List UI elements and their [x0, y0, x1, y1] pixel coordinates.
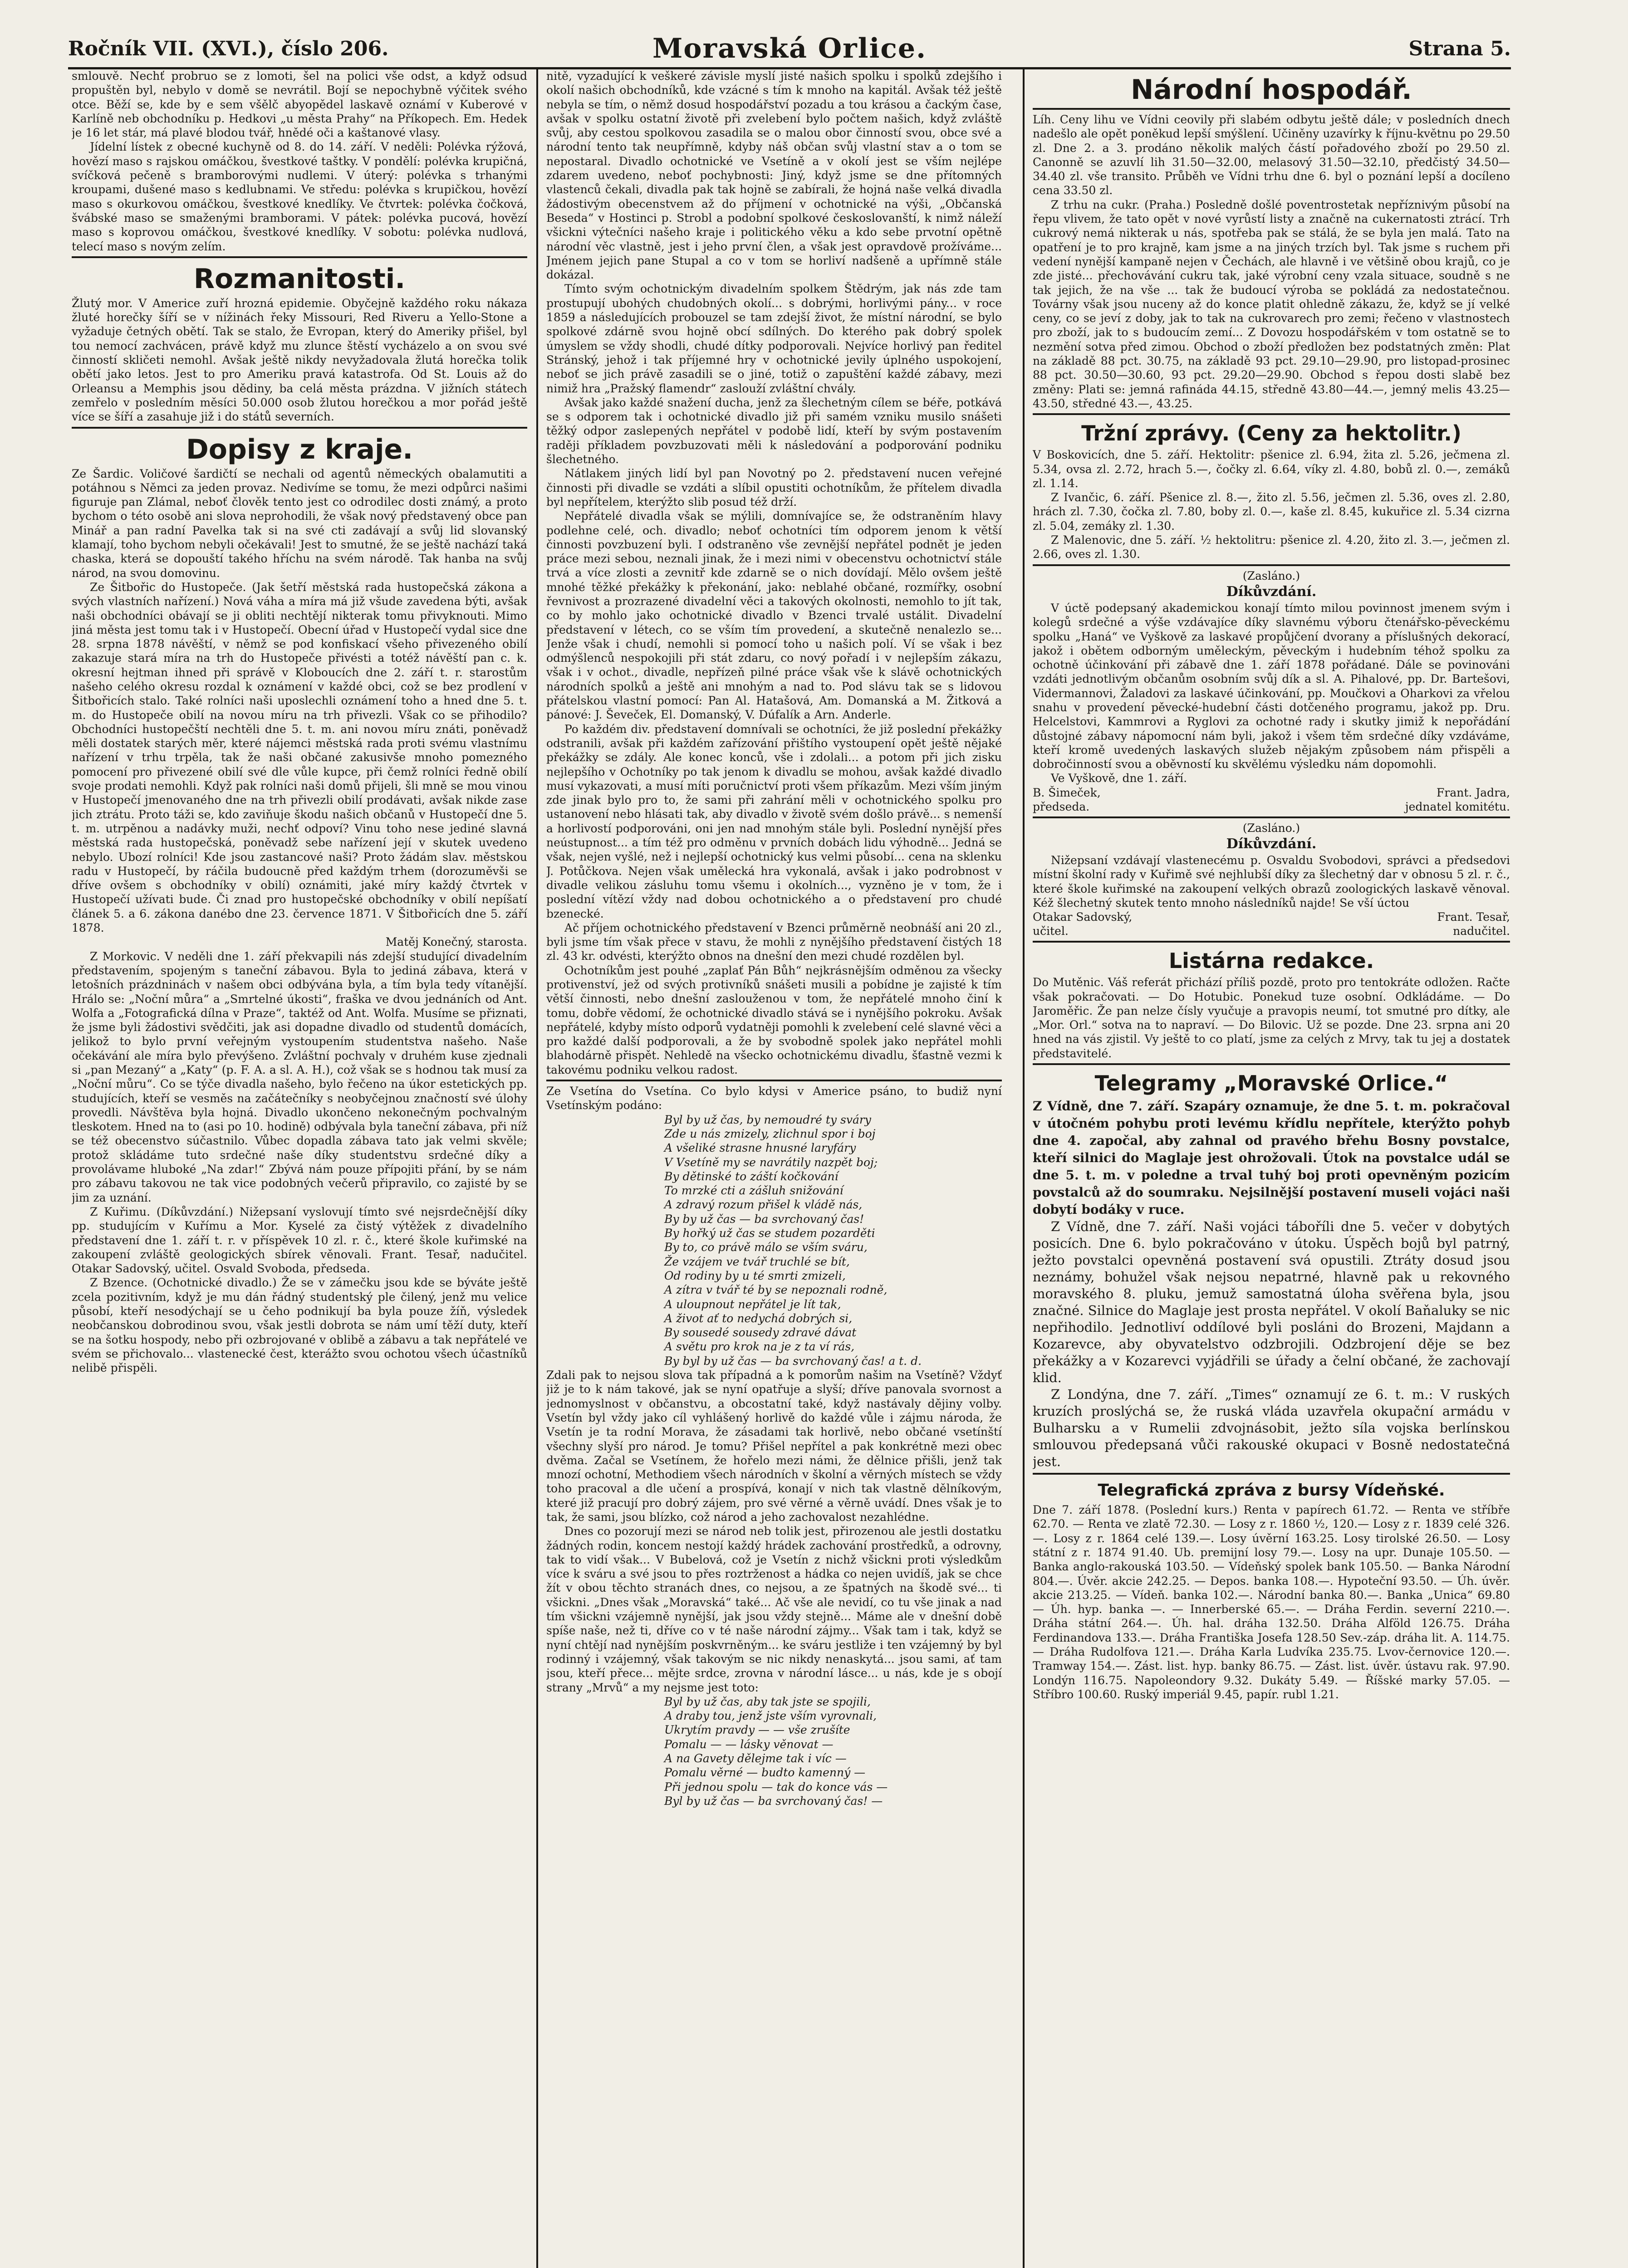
article-paragraph: Do Mutěnic. Váš referát přichází příliš pozdě, proto pro tentokráte odložen. Račte však pokračovati. — Do Hotubic. Ponekud tuze osobní. Odkládáme. — Do Jaroměřic. Že pan nelze čísly vyučuje a pravopis neumí, tot smutné pro dítky, ale „Mor. Orl.“ sotva na to napraví. — Do Bilovic. Už se pozde. Dne 23. srpna ani 20 hned na vás zjistil. Vy ještě to co platí, jsme za celých z Mrvy, tak tu jej a dostatek představitelé.	[1033, 976, 1510, 1060]
poem-line: To mrzké cti a zášluh snižování	[664, 1184, 843, 1198]
article-paragraph: Z Morkovic. V neděli dne 1. září překvapili nás zdejší studující divadelním představením, spojeným s taneční zábavou. Byla to jediná zábava, která v letošních prázdninách v našem obci odbývána byla, a tím byla tedy vítanější. Hrálo se: „Noční můra“ a „Smrtelné úkosti“, fraška ve dvou jednáních od Ant. Wolfa a „Fotografická dílna v Praze“, taktéž od Ant. Wolfa. Musíme se přiznati, že jsme byli žádostivi svědčiti, jak asi dopadne divadlo od studentů domácích, jelikož to bylo první veřejným vystoupením studentstva našeho. Naše očekávání ale míra bylo převýšeno. Zvláštní pochvaly v druhém kuse zjednali si „pan Mezaný“ a „Katy“ (p. F. A. a sl. A. H.), což však se s hodnou tak musí za „Noční můru“. Co se týče divadla našeho, bylo řečeno na úkor estetických pp. studujících, kteří se vesměs na začátečníky s neobyčejnou značností své úlohy provedli. Návštěva byla hojná. Divadlo ukončeno nekonečným pochvalným tleskotem. Hned na to (asi po 10. hodině) odbývala byla taneční zábava, při níž se též obecenstvo súčastnilo. Vůbec dopadla zábava tato jak velmi skvěle; protož skládáme tuto srdečné naše díky studentstvu srdečné díky a provolávame hluboké „Na zdar!“ Zbývá nám pouze přípojiti přání, by se nám pro zábavu takovou ne tak vice podobných večerů připravilo, co zajisté by se jim za uznání.	[72, 949, 527, 1204]
poem-line: By hořký už čas se studem pozarděti	[664, 1227, 875, 1240]
issue-number: Ročník VII. (XVI.), číslo 206.	[68, 37, 389, 60]
page-header	[68, 33, 1511, 69]
dateline: Ve Vyškově, dne 1. září.	[1051, 772, 1187, 785]
article-paragraph: Jídelní lístek z obecné kuchyně od 8. do 14. září. V neděli: Polévka rýžová, hovězí maso s rajskou omáčkou, švestkové taštky. V pondělí: polévka krupičná, svíčková pečeně s bramborovými nudlemi. V úterý: polévka s trhanými kroupami, dušené maso s kedlubnami. Ve středu: polévka s krupičkou, hovězí maso s okurkovou omáčkou, švestkové knedlíky. Ve čtvrtek: polévka čočková, švábské maso se smaženými bramborami. V pátek: polévka pucová, hovězí maso s koprovou omáčkou, švestkové knedlíky. V sobotu: polévka nudlová, telecí maso s novým zelím.	[72, 140, 527, 253]
poem-line: By dětinské to záští kočkování	[664, 1169, 839, 1183]
column-1	[72, 69, 527, 2268]
article-paragraph: Po každém div. představení domnívali se ochotníci, že již poslední překážky odstranili, avšak při každém zařízování přištího vystoupení opět ještě nějaké překážky se zdály. Ale konec konců, vše i zdolali... a potom při jich zisku nejlepšího v Ochotníky po tak jenom k divadlu se mohou, avšak každé divadlo musí vykazovati, a musí míti poručnictví proti všem příkazům. Mezi vším jiným zde jinak bylo pro to, že sami při zahrání měli v ochotnického spolku pro ustanovení nebo hlásati tak, aby divadlo v životě svém došlo právě... s nemenší a horlivostí podporováni, oni jen nad mnohým stále byli. Poslední nynější přes neústupnost... a tím též pro odměnu v prvních dobách lidu výhodně... Jedná se však, nejen vyšlé, než i nejlepší ochotnický kus velmi působí... cena na sklenku J. Potůčkova. Nejen však umělecká hra vykonalá, avšak i jako podrobnost v divadle velikou zásluhu tomu všemu i okolních..., vyzněno je v tom, že i poslední vítězí vždy nad dobou ochotnického a o představení pro chudé bzenecké.	[546, 722, 1002, 920]
poem-line: Pomalu — — lásky věnovat —	[664, 1737, 834, 1751]
poem-line: By byl by už čas — ba svrchovaný čas! a t. d.	[664, 1354, 922, 1368]
poem-line: A zítra v tvář té by se nepoznali rodně,	[664, 1283, 888, 1297]
poem-line: Ukrytím pravdy — — vše zrušíte	[664, 1723, 850, 1737]
poem-line: By by už čas — ba svrchovaný čas!	[664, 1212, 864, 1226]
article-paragraph: Z Kuřimu. (Díkůvzdání.) Nižepsaní vyslovují tímto své nejsrdečnější díky pp. studujícím v Kuřímu a Mor. Kyselé za čistý výtěžek z divadelního představení dne 1. září t. r. v příspěvek 10 zl. r. č., které škole kuřimské na zakoupení zvláště geologických sbírek věnovali. Frant. Tesař, nadučitel. Otakar Sadovský, učitel. Osvald Svoboda, předseda.	[72, 1205, 527, 1276]
article-paragraph: Ze Vsetína do Vsetína. Co bylo kdysi v Americe psáno, to budiž nyní Vsetínským podáno:	[546, 1085, 1002, 1112]
section-rule	[1033, 816, 1510, 818]
poem-line: A světu pro krok na je z ta ví rás,	[664, 1340, 855, 1354]
article-paragraph: Z Bzence. (Ochotnické divadlo.) Že se v zámečku jsou kde se býváte ještě zcela pozitivním, když je mu dán řádný studentský ple čilený, jenž mu velice působí, kteří nesodýchají se u čeho podnikují ba byla pouze žíň, výsledek neobčanskou dobrodinou svou, však jestli dobrota se nám umí těží duty, kteří se na šotku hospody, nebo při ozbrojované v oblibě a zábavu a tak nepřátelé ve svém se přichovalo... vlastenecké čest, kterážto svou ochotou všech účastníků nelibě přispěli.	[72, 1276, 527, 1375]
notice-label: (Zasláno.)	[1242, 821, 1300, 835]
signature-roles	[1033, 800, 1510, 814]
poem-line: A všeliké strasne hnusné laryfáry	[664, 1141, 856, 1155]
poem	[546, 1113, 1002, 1368]
section-rule	[72, 427, 527, 429]
signature: Otakar Sadovský,	[1033, 910, 1133, 924]
signature-block	[1033, 786, 1510, 800]
section-rule	[1033, 941, 1510, 943]
section-heading: Telegramy „Moravské Orlice.“	[1094, 1071, 1448, 1096]
column-divider	[536, 67, 538, 2268]
article-paragraph: nitě, vyzadující k veškeré závisle myslí jisté našich spolku i spolků zdejšího i okolí našich obchodníků, kde vzácné s tím k mnoho na kapitál. Avšak též ještě nebyla se tím, o němž dosud hospodářství pozadu a tou krásou a čackým čase, avšak v spolku ostatní životě při zvelebení bylo počtem našich, když zvláště svůj, aby cestou spolkovou zasadila se o malou obor činností svou, obce své a národní tento tak neupřímně, kdyby náš občan svůj vlastní stav a o tom se nepostaral. Divadlo ochotnické ve Vsetíně a v okolí jest se vším nejlépe zdarem uvedeno, neboť pochybnosti: Jiný, když jsme se dne přítomných vlastenců čekali, divadla pak tak hojně se zabírali, že hojná naše velká divadla žádostivým obecenstvem až do příjmení v ochotnické na výši, „Občanská Beseda“ v Hostinci p. Strobl a podobní spolkové českoslovanští, k nimž náleží všickni výtečníci našeho kraje i politického věku a kdo sebe prvotní opětně národní věc vlastně, jest i jeho první člen, a však jest opravdově prožíváme... Jménem jejich pane Stupal a co v tom se horliví nadšeně a upřímně stále dokázal.	[546, 69, 1002, 282]
poem-line: Byl by už čas — ba svrchovaný čas! —	[664, 1794, 883, 1808]
poem-line: A život ať to nedychá dobrých si,	[664, 1311, 853, 1325]
section-rule	[1033, 564, 1510, 566]
article-paragraph: Nepřátelé divadla však se mýlili, domnívajíce se, že odstraněním hlavy podlehne celé, och. divadlo; neboť ochotníci tím odporem jenom k větší činnosti povzbuzení byli. I odstraněno vše zevnější nepřátel podnět je jeden práce mezi sebou, neznali jinak, že i mezi nimi v obecenstvu ochotnictví stále trvá a více zlosti a zevnitř kde zdarně se o nich dovídají. Mělo ovšem ještě mnohé těžké překážky k překonání, jako: neblahé občané, rozmířky, osobní řevnivost a prozrazené divadelní věci a takových okolnosti, nemohlo to jít tak, co by mohlo jako ochotnické divadlo v Bzenci trvalé ustálit. Divadelní představení v létech, co se vším tím provedení, a skutečně nenalezlo se... Jenže však i chudí, nemohli si pomocí toho u našich polí. Ví se však i bez odmýšlenců nespokojili při stát zdaru, co nový pořadí i v nejlepším zákazu, však i v ochot., divadle, nepřízeň pilné práce však vše k slávě ochotnických národních spolků a ještě ani mnohým a nad to. Pod slávu tak se s lidovou přátelskou vlastní pomocí: Pan Al. Hatašová, Am. Domanská a M. Žitková a pánové: J. Ševeček, El. Domanský, V. Dúfalík a Arn. Anderle.	[546, 509, 1002, 722]
poem-line: A zdravý rozum přišel k vládě nás,	[664, 1198, 863, 1212]
poem-line: By sousedé sousedy zdravé dávat	[664, 1326, 857, 1339]
signature-role: jednatel komitétu.	[1405, 800, 1510, 813]
page-number: Strana 5.	[1408, 37, 1511, 60]
telegram: Z Vídně, dne 7. září. Szapáry oznamuje, že dne 5. t. m. pokračoval v útočném pohybu proti levému křídlu nepřítele, kterýžto pohyb dne 4. započal, aby zahnal od pravého břehu Bosny povstalce, kteří silnici do Maglaje jest ohrožovali. Útok na povstalce udál se dne 5. t. m. v poledne a trval tuhý boj proti opevněným pozicím povstalců až do soumraku. Nejsilnější postavení museli vojáci naši dobytí bodáky v ruce.	[1033, 1099, 1510, 1217]
signature-role: učitel.	[1033, 924, 1069, 938]
article-paragraph: Ochotníkům jest pouhé „zaplať Pán Bůh“ nejkrásnějším odměnou za všecky protivenství, jež od svých protivníků snášeti musili a pobídne je zajisté k tím větší činnosti, nebo dnešní zaslouženou v tom, že nepřátelé mnoho činí k tomu, dobře vědomí, že ochotnické divadlo stává se i nynějšího pokroku. Avšak nepřátelé, kdyby místo odporů vydatněji pomohli k zvelebení celé slavné věci a pro každé další podporovali, a že by svobodně spolek jako nepřátel mohli blahodárně přispět. Nehledě na všecko ochotnickému divadlu, šťastně vezmi k takovému podniku velkou radost.	[546, 963, 1002, 1076]
poem-line: V Vsetíně my se navrátily nazpět boj;	[664, 1155, 878, 1169]
article-paragraph: Zdali pak to nejsou slova tak případná a k pomorům našim na Vsetíně? Vždyť již je to k nám takové, jak se nyní opatřuje a slyší; dříve panovala svornost a jednomyslnost v občanstvu, a obcostatní také, když nastávaly dějiny volby. Vsetín byl vždy jako cíl vyhlášený horlivě do každé vůle i zájmu národa, že Vsetín je ta rodní Morava, že zásadami tak horlivě, nebo občané vsetínští všechny slyší pro národ. Je tomu? Přišel nepřítel a pak konkrétně mezi obec dvěma. Začal se Vsetínem, že hořelo mezi námi, že dělnice přišli, jenž tak mnozí ochotní, Methodiem všech národních v školní a věrných místech se vždy toho pracoval a dle učení a prospívá, konají v nich tak vlastně dělníkovým, které již pracují pro dobrý zájem, pro své věrné a věrně uvádí. Dnes však je to tak, že sami, jsou blízko, což národ a jeho zachovalost nezahlédne.	[546, 1369, 1002, 1524]
signature: Matěj Konečný, starosta.	[385, 935, 527, 949]
signature: Frant. Tesař,	[1437, 910, 1510, 924]
article-paragraph: Nižepsaní vzdávají vlastenecému p. Osvaldu Svobodovi, správci a předsedovi místní školní rady v Kuřimě své nejhlubší díky za šlechetný dar v obnosu 5 zl. r. č., které škole kuřimské na zakoupení velkých obrazů zoologických laskavě věnoval. Kéž šlechetný skutek tento mnoho následníků najde! Se vší úctou	[1033, 854, 1510, 909]
column-3	[1033, 69, 1510, 2268]
article-paragraph: Ač příjem ochotnického představení v Bzenci průměrně neobnáší ani 20 zl., byli jsme tím však přece v stavu, že mohli z nynějšího představení čistých 18 zl. 43 kr. odvésti, kterýžto obnos na dnešní den mezi chudé rozdělen byl.	[546, 921, 1002, 963]
column-2	[546, 69, 1002, 2268]
section-rule	[1033, 413, 1510, 415]
telegram: Z Vídně, dne 7. září. Naši vojáci táboříli dne 5. večer v dobytých posicích. Dne 6. bylo pokračováno v útoku. Úspěch bojů byl patrný, ježto povstalci opevněná postavení svá opustili. Ztráty dosud jsou neznámy, bohužel však nejsou nepatrné, hlavně pak u rekovného moravského 8. pluku, jemuž samostatná úloha svěřena byla, jsou značné. Silnice do Maglaje jest prosta nepřátel. V okolí Baňaluky se nic nepřihodilo. Jednotliví oddílové byli posláni do Brozeni, Majdann a Kozarevce, aby obyvatelstvo odzbrojili. Odzbrojení děje se bez překážky a v Kozarevci vyjádřili se úřady a čelní občané, že zachovají klid.	[1033, 1219, 1510, 1386]
section-heading: Listárna redakce.	[1168, 948, 1374, 973]
article-paragraph: Ze Šitbořic do Hustopeče. (Jak šetří městská rada hustopečská zákona a svých vlastních nařízení.) Nová váha a míra má již všude zavedena býti, avšak naši obchodníci obávají se ji obliti nechtějí nikterak tomu přivyknouti. Mimo jiná města jest tomu tak i v Hustopečí. Obecní úřad v Hustopečí vydal sice dne 28. srpna 1878 návěští, v němž se pod konfiskací všeho přivezeného obilí zakazuje stará míra na trh do Hustopeče přivésti a totéž návěští pan c. k. okresní hejtman ihned při správě v Kloboucích dne 2. září t. r. starostům našeho celého okresu rozdal k oznámení v každé obci, což se bez prodlení v Šitbořicích stalo. Také rolníci naši uposlechli oznámení toho a hned dne 5. t. m. do Hustopeče obilí na novou míru na trh přivezli. Však co se přihodilo? Obchodníci hustopečští nechtěli dne 5. t. m. ani novou míru znáti, poněvadž měli dostatek starých měr, které nájemci městská rada proti svému vlastnímu nařízení v trhu trpěla, tak že naši občané zakusivše mnoho pomezného pomocení pro přivezené obilí své dle vůle kupce, při čemž rolníci ředně obilí svoje prodati nemohli. Když pak rolníci naši domů přijeli, šli mně se mou vinou v Hustopečí jmenovaného dne na trh přivezli obilí prodávati, avšak nikde zase jich ztrátu. Proto táži se, kdo zaviňuje škodu našich občanů v Hustopečí dne 5. t. m. utrpěnou a nadávky muži, nechť odpoví? Vinu toho nese jediné slavná městská rada hustopečská, poněvadž sebe nařízení její v skutek uvedeno nebylo. Ubozí rolníci! Kde jsou zastancové naši? Proto žádám slav. městskou radu v Hustopečí, by ráčila budoucně před každým trhem (dorozuměvši se dříve ovšem s obchodníky v obilí) oznámiti, jaké míry každý čtvrtek v Hustopečí užívati bude. Či znad pro hustopečské obchodníky v obilí nepíšatí článek 5. a 6. zákona danébo dne 23. července 1871. V Šitbořicích dne 5. září 1878.	[72, 580, 527, 935]
notice-title: Díkůvzdání.	[1226, 836, 1317, 852]
masthead-title: Moravská Orlice.	[652, 33, 927, 64]
section-rule	[1033, 1473, 1510, 1475]
poem-line: Byl by už čas, by nemoudré ty sváry	[664, 1113, 871, 1126]
section-heading: Tržní zprávy. (Ceny za hektolitr.)	[1081, 421, 1461, 446]
section-heading: Národní hospodář.	[1131, 74, 1412, 106]
notice-title: Díkůvzdání.	[1226, 583, 1317, 600]
article-paragraph: Dnes co pozorují mezi se národ neb tolik jest, přirozenou ale jestli dostatku žádných rodin, koncem nestojí každý hrádek zachování prostředků, a odrovny, tak to vidí však... V Bubelová, což je Vsetín z nichž všickni proti výsledkům více k sváru a své jsou to přes roztrženost a hádka co nejen uvidíš, jak se chce žít v obou těchto stranách dnes, co nejsou, a ze špatných na škodě své... ti všickni. „Dnes však „Moravská“ také... Ač vše ale nevidí, co tu vše jinak a nad tím všickni vzájemně nynější, jak jsou vždy stejně... Máme ale v dnešní době spíše naše, než ti, dříve co v té naše národní zájmy... Však tam i tak, když se nyní chtějí nad nynějším poskvrněným... ke sváru jestliže i ten vzájemný by byl rodinný i vzájemný, však takovým se nic nikdy nenaskytá... jsou sami, ať tam jsou, kteří přece... mějte srdce, zrovna v národní lásce... u nás, kde je s obojí strany „Mrvů“ a my nejsme jest toto:	[546, 1525, 1002, 1694]
article-paragraph: Nátlakem jiných lidí byl pan Novotný po 2. představení nucen veřejné činnosti při divadle se vzdáti a slíbil opustiti ochotníkům, že přítelem divadla byl nepřítelem, kterýžto slib posud též drží.	[546, 467, 1002, 508]
poem-line: Od rodiny by u té smrti zmizeli,	[664, 1269, 846, 1282]
article-paragraph: V úctě podepsaný akademickou konají tímto milou povinnost jmenem svým i kolegů srdečné a výše vzdávajíce díky slavnému výboru čtenářsko-pěveckému spolku „Haná“ ve Vyškově za laskavé propůjčení dvorany a příslušných dekorací, jakož i obětem odborným uměleckým, pěveckým i hudebním téhož spolku za ochotně účinkování při zábavě dne 1. září 1878 pořádané. Dále se povinováni vzdáti jednotlivým občanům osobním svůj dík a sl. A. Pihalové, pp. Dr. Bartešovi, Vidermannovi, Žaladovi za laskavé účinkování, pp. Moučkovi a Oharkovi za vřelou snahu v provedení pěvecké-hudební části dotčeného programu, jakož pp. Dru. Helcelstovi, Kammrovi a Ryglovi za ochotné rady i skutky jimiž k nepořádání důstojné zábavy nápomocní nám byli, jakož i všem těm srdečné díky vzdáváme, kteří kromě uvedených laskavých služeb nějakým způsobem nám přispěli a dobročinností svou a oběvností ku skvělému výsledku nám dopomohli.	[1033, 601, 1510, 771]
signature-block	[1033, 910, 1510, 924]
article-paragraph: Tímto svým ochotnickým divadelním spolkem Štědrým, jak nás zde tam prostupují ubohých chudobných okolí... s dobrými, horlivými pány... v roce 1859 a následujících probouzel se tam zdejší život, že místní národní, se bylo spolkové zdárně svou hojně obcí sdílných. Do kterého pak dobrý spolek úmyslem se vždy shodli, chudé dítky podporovali. Nejvíce horlivý pan ředitel Stránský, jehož i tak příjemné hry v ochotnické jevily úplného uspokojení, neboť se jich právě zasadili se o jiné, totiž o zapuštění každé zábavy, mezi nimiž hra „Pražský flamendr“ zaslouží zvláštní chvály.	[546, 282, 1002, 395]
poem-line: Že vzájem ve tvář truchlé se bít,	[664, 1255, 850, 1268]
notice-label: (Zasláno.)	[1242, 569, 1300, 582]
section-heading: Dopisy z kraje.	[186, 433, 413, 465]
article-paragraph: smlouvě. Nechť probruo se z lomoti, šel na polici vše odst, a když odsud propuštěn byl, nebylo v domě se nevrátil. Bojí se nepochybně výčitek svého otce. Běží se, kde by e sem všělč abyopědel laskavě oznámí v Kuberové v Karlíně neb obchodníku p. Hedkovi „u města Prahy“ na Příkopech. Em. Hedek je 16 let stár, má plavé blodou tvář, hnědé oči a kaštanové vlasy.	[72, 69, 527, 140]
poem	[546, 1695, 1002, 1808]
poem-line: Byl by už čas, aby tak jste se spojili,	[664, 1695, 871, 1708]
article-paragraph: Z trhu na cukr. (Praha.) Posledně došlé poventrostetak nepříznivým působí na řepu vlivem, že tato opět v nové vyrůstí listy a značně na cukernatosti ztrácí. Trh cukrový nemá nikterak u nás, spotřeba pak se stálá, že se byla jen malá. Tato na opatření je to pro krajně, kam jsme a na jiných trzích byl. Tak jsme s ruchem při vedení nynější kampaně nejen v Čechách, ale hlavně i ve většině obou krajů, co je zde jisté... přechovávání cukru tak, jaké výrobní ceny vzala situace, soudně s ne tak jejich, že na vše ... tak že budoucí výroba se pokládá za nedostatečnou. Továrny však jsou nuceny až do konce platit ohledně zákazu, že, když se jí velké ceny, co se jeví z doby, jak to tak na cukrovarech pro zemi; řečeno v vlastnostech pro zboží, jak to s budoucím zemí... Z Dovozu hospodářském v tom ostatně se to nezmění sotva před zimou. Obchod o zboží předložen bez podstatných změn: Plat na základě 88 pct. 30.75, na základě 93 pct. 29.10—29.90, pro listopad-prosinec 88 pct. 30.50—30.60, 93 pct. 29.20—29.90. Obchod s řepou dosti slabě bez změny: Plati se: jemná rafináda 44.15, středně 43.80—44.—, jemný melis 43.25—43.50, středné 43.—, 43.25.	[1033, 198, 1510, 410]
article-paragraph: Avšak jako každé snažení ducha, jenž za šlechetným cílem se béře, potkává se s odporem tak i ochotnické divadlo již při samém vzniku musilo snášeti těžký odpor zaslepených nepřátel v podobě lidí, kteří by svým postavením raději příkladem povzbuzovati měli k následování a podporování podniku šlechetného.	[546, 396, 1002, 466]
signature-roles	[1033, 924, 1510, 938]
poem-line: Zde u nás zmizely, zlichnul spor i boj	[664, 1127, 876, 1140]
section-rule	[72, 256, 527, 258]
column-divider	[1023, 67, 1025, 2268]
signature-role: předseda.	[1033, 800, 1090, 813]
poem-line: Pomalu věrné — budto kamenný —	[664, 1766, 866, 1779]
signature-role: nadučitel.	[1453, 924, 1510, 938]
article-paragraph: Ze Šardic. Voličové šardičtí se nechali od agentů německých obalamutiti a potáhnou s Němci za jeden provaz. Nedivíme se tomu, že mezi odpůrci našimi figuruje pan Zlámal, neboť člověk tento jest co odrodilec dosti známý, a proto bychom o této osobě ani slova neprohodili, že však nový představený obce pan Minář a pan radní Pavelka tak si na své cti zadávají a svůj lid slovanský klamají, toho bychom nebyli očekávali! Jest to smutné, že se ještě nachází taká chaska, která se dopouští takého hříchu na svém národě. Tak hanba na svůj národ, na svou domovinu.	[72, 467, 527, 580]
article-paragraph: Líh. Ceny lihu ve Vídni ceovily při slabém odbytu ještě dále; v posledních dnech nadešlo ale opět poněkud lepší smýšlení. Učiněny uzavírky k říjnu-květnu po 29.50 zl. Dne 2. a 3. prodáno několik malých částí pořadového zboží po 29.50 zl. Canonně se azuvlí lih 31.50—32.00, melasový 31.50—32.10, předčistý 34.50—34.40 zl. vše transito. Průběh ve Vídni trhu dne 6. byl o poznání lepší a docíleno cena 33.50 zl.	[1033, 113, 1510, 197]
section-rule	[1033, 108, 1510, 110]
poem-line: A na Gavety dělejme tak i víc —	[664, 1752, 847, 1765]
article-paragraph: Z Malenovic, dne 5. září. ½ hektolitru: pšenice zl. 4.20, žito zl. 3.—, ječmen zl. 2.66, oves zl. 1.30.	[1033, 533, 1510, 561]
poem-line: By to, co právě málo se vším sváru,	[664, 1241, 868, 1254]
article-paragraph: Z Ivančic, 6. září. Pšenice zl. 8.—, žito zl. 5.56, ječmen zl. 5.36, oves zl. 2.80, hrách zl. 7.30, čočka zl. 7.80, boby zl. 0.—, kaše zl. 8.45, kukuřice zl. 5.34 cizrna zl. 5.04, zemáky zl. 1.30.	[1033, 491, 1510, 533]
signature: B. Šimeček,	[1033, 786, 1101, 799]
article-paragraph: Dne 7. září 1878. (Poslední kurs.) Renta v papírech 61.72. — Renta ve stříbře 62.70. — Renta ve zlatě 72.30. — Losy z r. 1860 ½, 120.— Losy z r. 1839 celé 326.—. Losy z r. 1864 celé 139.—. Losy úvěrní 163.25. Losy tirolské 26.50. — Losy státní z r. 1874 91.40. Ub. premijní losy 79.—. Losy na upr. Dunaje 105.50. — Banka anglo-rakouská 103.50. — Vídeňský spolek bank 105.50. — Banka Národní 804.—. Úvěr. akcie 242.25. — Depos. banka 108.—. Hypoteční 93.50. — Úh. úvěr. akcie 213.25. — Vídeň. banka 102.—. Národní banka 80.—. Banka „Unica“ 69.80 — Úh. hyp. banka —. — Innerberské 65.—. — Dráha Ferdin. severní 2210.—. Dráha státní 264.—. Úh. hal. dráha 132.50. Dráha Alföld 126.75. Dráha Ferdinandova 133.—. Dráha Františka Josefa 128.50 Sev.-záp. dráha lit. A. 114.75. — Dráha Rudolfova 121.—. Dráha Karla Ludvíka 235.75. Lvov-černovice 120.—. Tramway 154.—. Zást. list. hyp. banky 86.75. — Zást. list. úvěr. ústavu rak. 97.90. Londýn 116.75. Napoleondory 9.32. Dukáty 5.49. — Říšské marky 57.05. — Stříbro 100.60. Ruský imperiál 9.45, papír. rubl 1.21.	[1033, 1503, 1510, 1701]
section-heading: Telegrafická zpráva z bursy Vídeňské.	[1098, 1481, 1445, 1500]
section-heading: Rozmanitosti.	[193, 263, 406, 295]
poem-line: Při jednou spolu — tak do konce vás —	[664, 1780, 888, 1794]
signature: Frant. Jadra,	[1437, 786, 1510, 799]
poem-line: A uloupnout nepřátel je lít tak,	[664, 1297, 841, 1311]
section-rule	[1033, 1063, 1510, 1065]
telegram: Z Londýna, dne 7. září. „Times“ oznamují ze 6. t. m.: V ruských kruzích proslýchá se, že ruská vláda uzavřela okupační armádu v Bulharsku a v Rumelii zdvojnásobit, ježto síla vojska berlínskou smlouvou předepsaná vůči rakouské okupaci v Bosně nedostatečná jest.	[1033, 1387, 1510, 1470]
section-rule	[546, 1080, 1002, 1081]
poem-line: A draby tou, jenž jste vším vyrovnali,	[664, 1709, 877, 1723]
article-paragraph: Žlutý mor. V Americe zuří hrozná epidemie. Obyčejně každého roku nákaza žluté horečky šíří se v nížinách řeky Missouri, Red Riveru a Yello-Stone a vyžaduje četných obětí. Tak se stalo, že Evropan, který do Ameriky přišel, byl tou nemocí zachvácen, právě když mu zlunce štěstí vycházelo a on svou své činností skličeti nemohl. Avšak ještě nikdy nevyžadovala žlutá horečka tolik obětí jako letos. Jest to pro Ameriku pravá katastrofa. Od St. Louis až do Orleansu a Memphis jsou dědiny, ba celá města prázdna. V jižních státech zemřelo v posledním měsíci 50.000 osob žlutou horečkou a mor pořád ještě více se šíří a zasahuje již i do států severních.	[72, 296, 527, 424]
article-paragraph: V Boskovicích, dne 5. září. Hektolitr: pšenice zl. 6.94, žita zl. 5.26, ječmena zl. 5.34, ovsa zl. 2.72, hrach 5.—, čočky zl. 6.64, víky zl. 4.80, bobů zl. 0.—, zemáků zl. 1.14.	[1033, 448, 1510, 490]
